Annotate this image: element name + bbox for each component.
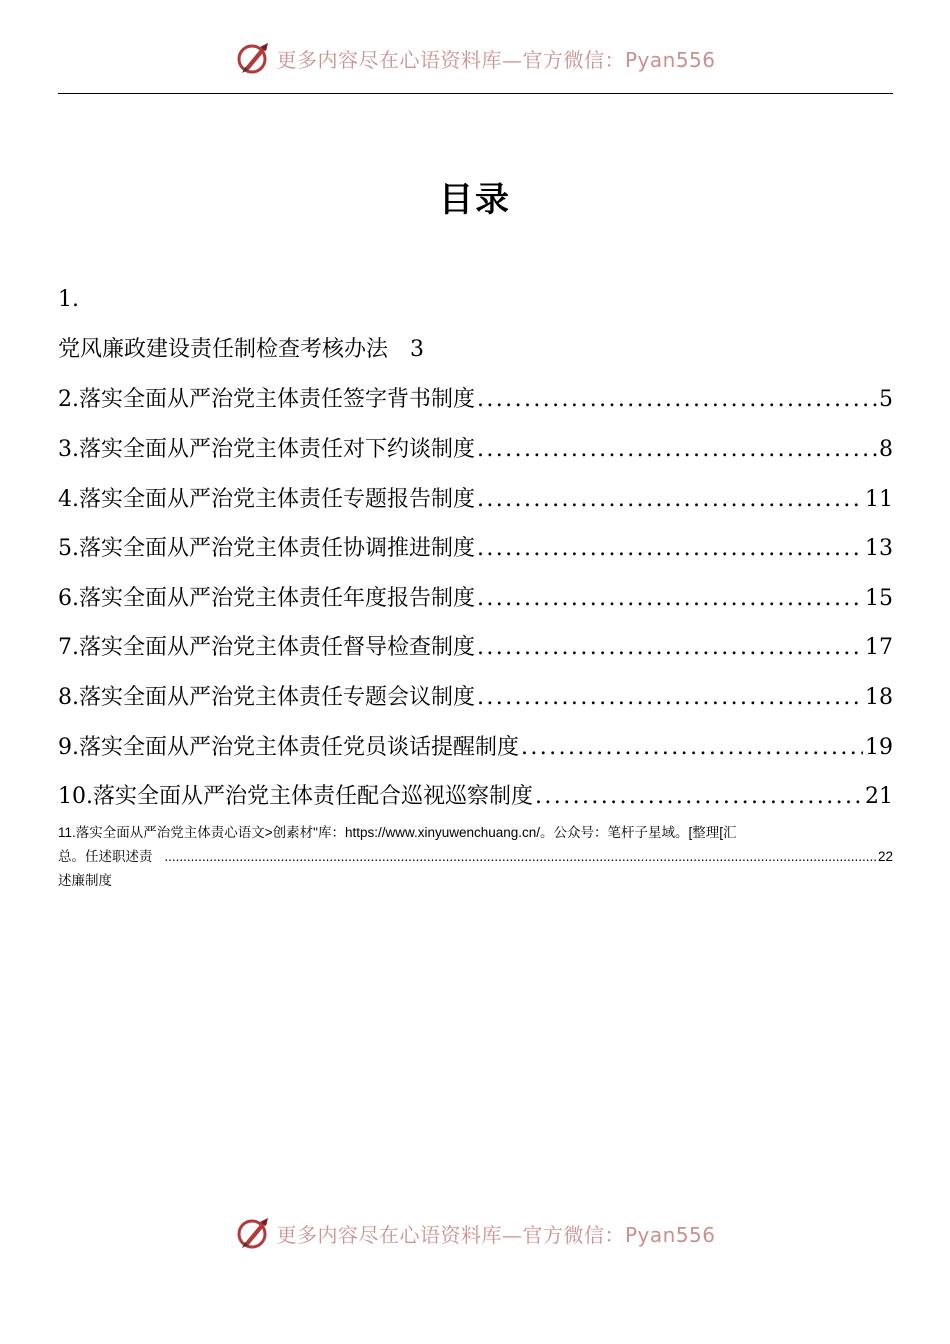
toc-item-10[interactable] bbox=[58, 782, 893, 812]
toc-item-label: 总。任述职述责述廉制度 bbox=[58, 849, 153, 888]
page-title: 目录 bbox=[439, 180, 511, 220]
toc-item-6[interactable] bbox=[58, 584, 893, 614]
toc-leader-dots bbox=[477, 633, 863, 663]
toc-item-page: 15 bbox=[865, 586, 893, 611]
toc-item-page: 22 bbox=[877, 849, 893, 864]
toc-item-page: 18 bbox=[865, 685, 893, 710]
toc-item-9[interactable] bbox=[58, 733, 893, 763]
toc-leader-dots bbox=[477, 683, 863, 713]
toc-item-page: 19 bbox=[865, 735, 893, 760]
toc-item-label: 党风廉政建设责任制检查考核办法 bbox=[58, 337, 389, 362]
footer-banner bbox=[0, 1213, 950, 1253]
toc-leader-dots bbox=[477, 534, 863, 564]
toc-item-11[interactable] bbox=[58, 821, 893, 893]
toc-item-label: 6.落实全面从严治党主体责任年度报告制度 bbox=[58, 586, 475, 611]
toc-leader-dots bbox=[477, 485, 863, 515]
toc-item-1-number[interactable]: 1. bbox=[58, 287, 79, 312]
header-banner bbox=[0, 38, 950, 78]
toc-leader-dots bbox=[477, 435, 877, 465]
banner-text: 更多内容尽在心语资料库—官方微信：Pyan556 bbox=[276, 1222, 716, 1247]
toc-item-label: 2.落实全面从严治党主体责任签字背书制度 bbox=[58, 387, 475, 412]
toc-item-label: 8.落实全面从严治党主体责任专题会议制度 bbox=[58, 685, 475, 710]
toc-item-label: 9.落实全面从严治党主体责任党员谈话提醒制度 bbox=[58, 735, 519, 760]
toc-item-page: 13 bbox=[865, 536, 893, 561]
toc-leader-dots bbox=[535, 782, 863, 812]
toc-item-5[interactable] bbox=[58, 534, 893, 564]
header-rule bbox=[58, 93, 893, 94]
toc-item-page: 21 bbox=[865, 784, 893, 809]
toc-item-3[interactable] bbox=[58, 435, 893, 465]
toc-item-4[interactable] bbox=[58, 485, 893, 515]
toc-item-label: 4.落实全面从严治党主体责任专题报告制度 bbox=[58, 487, 475, 512]
toc-leader-dots bbox=[164, 845, 876, 869]
toc-leader-dots bbox=[477, 584, 863, 614]
toc-item-8[interactable] bbox=[58, 683, 893, 713]
toc-item-label: 7.落实全面从严治党主体责任督导检查制度 bbox=[58, 635, 475, 660]
toc-item-label: 3.落实全面从严治党主体责任对下约谈制度 bbox=[58, 437, 475, 462]
toc-item-2[interactable] bbox=[58, 385, 893, 415]
banner-text: 更多内容尽在心语资料库—官方微信：Pyan556 bbox=[276, 47, 716, 72]
toc-item-page: 8 bbox=[879, 437, 893, 462]
pen-logo-icon bbox=[234, 39, 272, 77]
toc-item-page: 5 bbox=[879, 387, 893, 412]
toc-item-11-line2 bbox=[58, 845, 893, 893]
toc-leader-dots bbox=[477, 385, 877, 415]
toc-leader-dots bbox=[521, 733, 863, 763]
toc-item-page: 11 bbox=[865, 487, 893, 512]
toc-item-label: 10.落实全面从严治党主体责任配合巡视巡察制度 bbox=[58, 784, 533, 809]
toc-item-page: 17 bbox=[865, 635, 893, 660]
toc-item-label: 5.落实全面从严治党主体责任协调推进制度 bbox=[58, 536, 475, 561]
toc-item-11-line1: 11.落实全面从严治党主体责心语文>创素材"库：https://www.xinyuwenchuang.cn/。公众号：笔杆子星域。[整理[汇 bbox=[58, 825, 737, 840]
pen-logo-icon bbox=[234, 1214, 272, 1252]
toc-item-1[interactable] bbox=[58, 335, 893, 365]
toc-item-7[interactable] bbox=[58, 633, 893, 663]
toc-item-page: 3 bbox=[410, 337, 425, 362]
